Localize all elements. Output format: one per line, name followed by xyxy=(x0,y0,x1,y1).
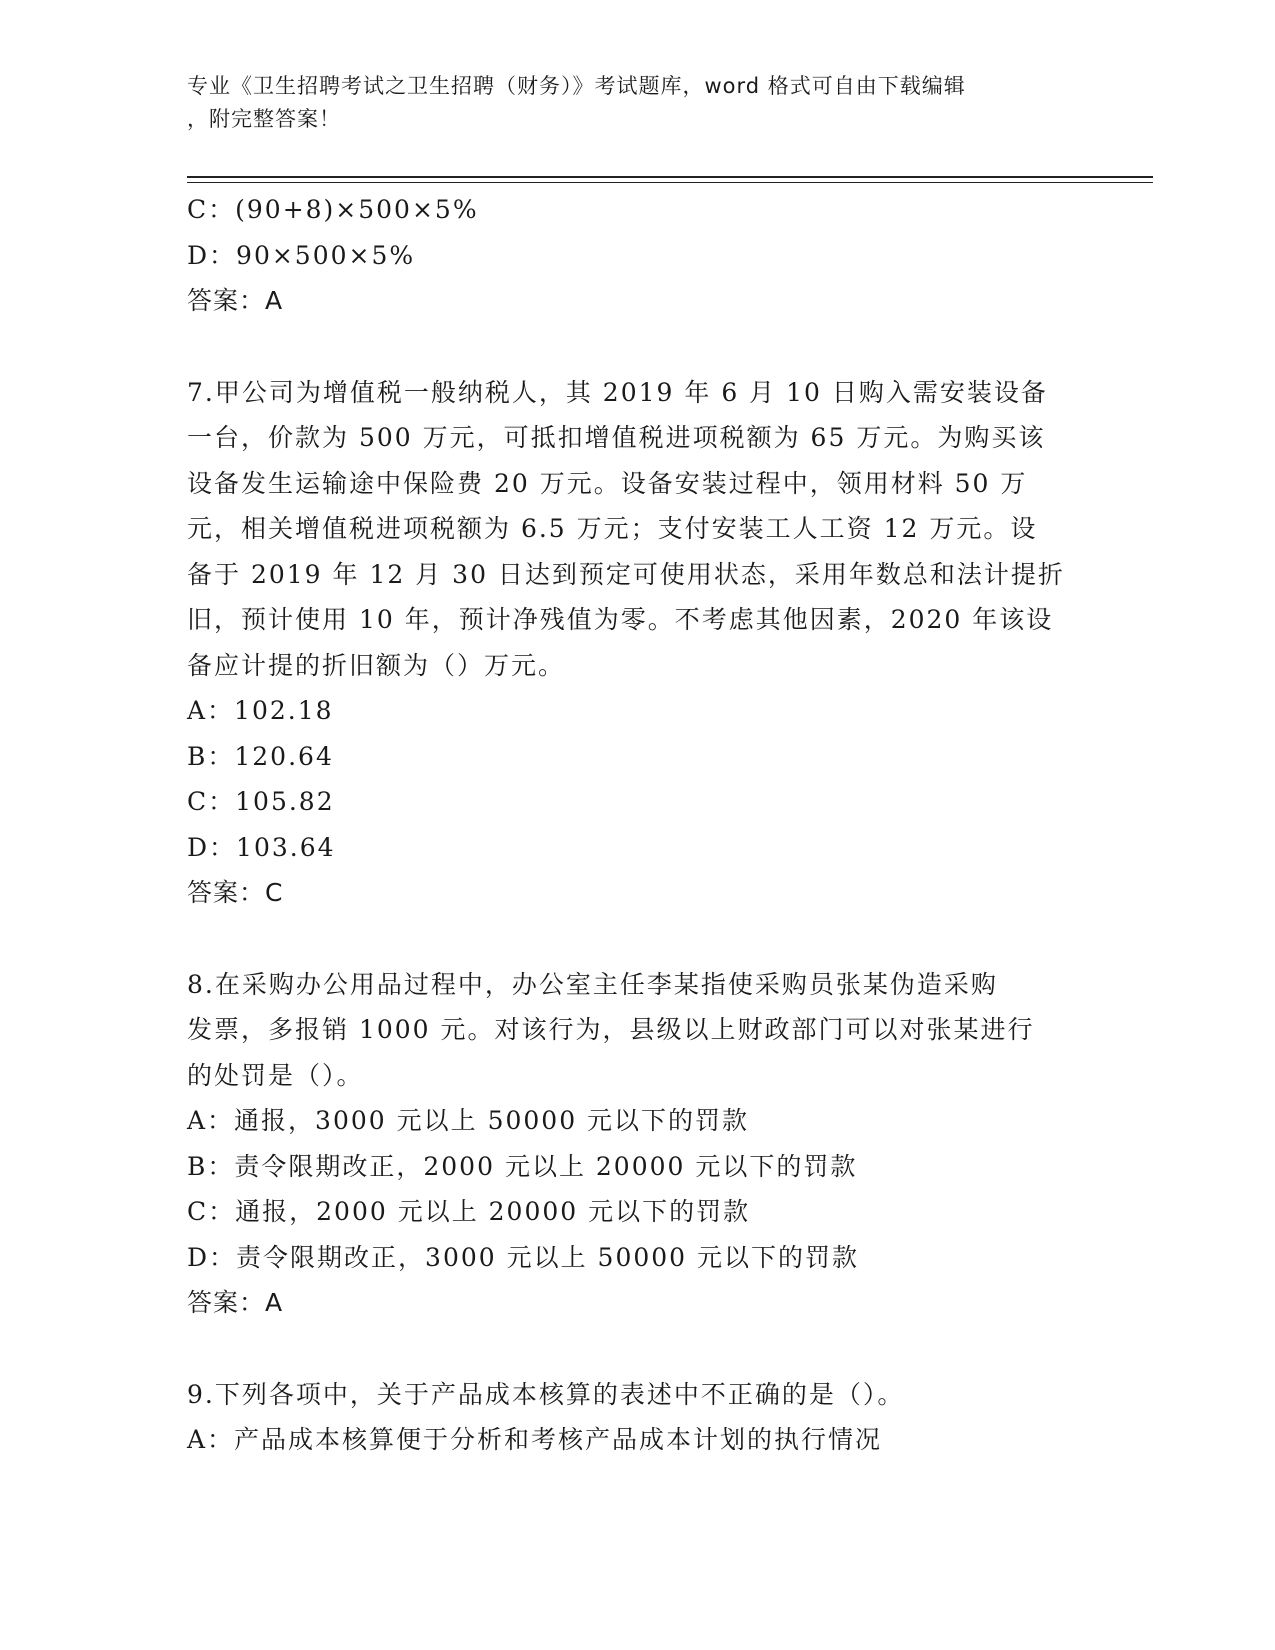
option-b: B：责令限期改正，2000 元以上 20000 元以下的罚款 xyxy=(187,1151,858,1181)
option-c: C：(90+8)×500×5% xyxy=(187,195,479,224)
question-text-line: 备应计提的折旧额为（）万元。 xyxy=(187,650,566,680)
question-text-line: 发票，多报销 1000 元。对该行为，县级以上财政部门可以对张某进行 xyxy=(187,1015,1035,1044)
question-text-line: 元，相关增值税进项税额为 6.5 万元；支付安装工人工资 12 万元。设 xyxy=(187,514,1038,543)
document-body xyxy=(187,187,1087,1463)
option-a: A：102.18 xyxy=(187,696,334,725)
header-line-2: ，附完整答案！ xyxy=(187,107,341,131)
option-a: A：产品成本核算便于分析和考核产品成本计划的执行情况 xyxy=(187,1425,883,1454)
option-c: C：通报，2000 元以上 20000 元以下的罚款 xyxy=(187,1197,751,1226)
previous-question-tail xyxy=(187,187,1087,324)
question-text-line: 设备发生运输途中保险费 20 万元。设备安装过程中，领用材料 50 万 xyxy=(187,468,1028,498)
question-text-line: 一台，价款为 500 万元，可抵扣增值税进项税额为 65 万元。为购买该 xyxy=(187,423,1046,452)
header-rule-thin xyxy=(187,182,1153,183)
question-text-line: 旧，预计使用 10 年，预计净残值为零。不考虑其他因素，2020 年该设 xyxy=(187,605,1054,634)
document-header xyxy=(187,70,1087,136)
question-text-line: 9.下列各项中，关于产品成本核算的表述中不正确的是（）。 xyxy=(187,1379,905,1409)
option-b: B：120.64 xyxy=(187,741,334,771)
option-c: C：105.82 xyxy=(187,787,335,816)
option-d: D：103.64 xyxy=(187,832,336,862)
question-7 xyxy=(187,370,1087,916)
option-a: A：通报，3000 元以上 50000 元以下的罚款 xyxy=(187,1106,750,1135)
question-text-line: 备于 2019 年 12 月 30 日达到预定可使用状态，采用年数总和法计提折 xyxy=(187,559,1065,589)
question-text-line: 7.甲公司为增值税一般纳税人，其 2019 年 6 月 10 日购入需安装设备 xyxy=(187,377,1048,407)
option-d: D：责令限期改正，3000 元以上 50000 元以下的罚款 xyxy=(187,1242,860,1272)
answer: 答案：A xyxy=(187,1288,284,1317)
question-text-line: 的处罚是（）。 xyxy=(187,1060,364,1090)
answer: 答案：C xyxy=(187,878,284,907)
question-8 xyxy=(187,962,1087,1326)
question-text-line: 8.在采购办公用品过程中，办公室主任李某指使采购员张某伪造采购 xyxy=(187,969,998,999)
option-d: D：90×500×5% xyxy=(187,240,416,270)
answer: 答案：A xyxy=(187,286,284,315)
header-rule-thick xyxy=(187,176,1153,178)
header-line-1: 专业《卫生招聘考试之卫生招聘（财务）》考试题库，word 格式可自由下载编辑 xyxy=(187,74,966,98)
question-9 xyxy=(187,1372,1087,1463)
